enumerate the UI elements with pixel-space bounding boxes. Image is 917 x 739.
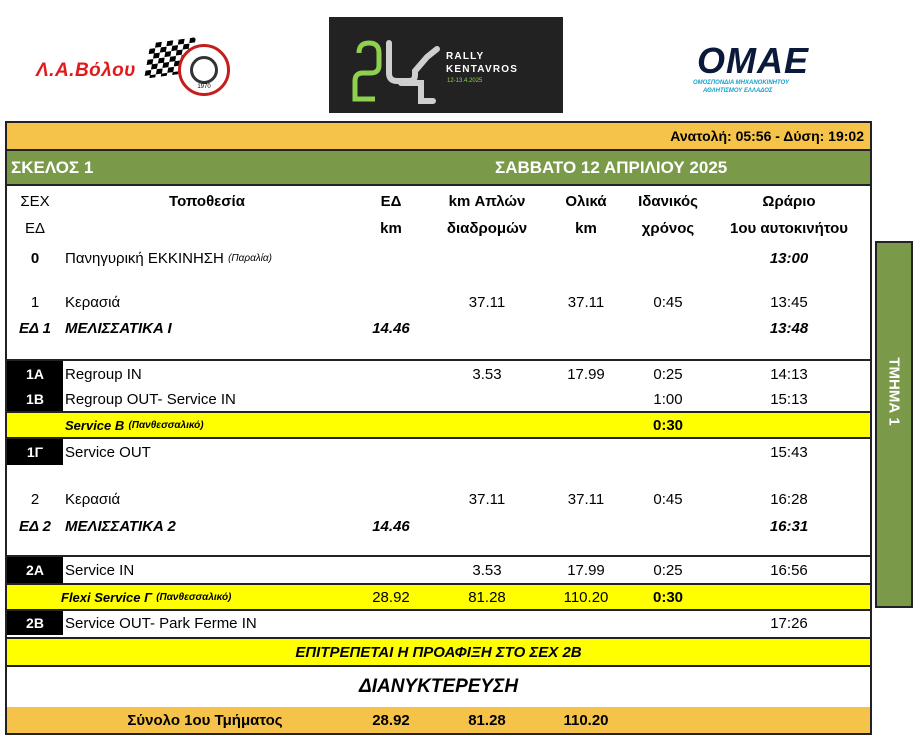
row-kmA: 37.11 [468,490,506,508]
service-name: Flexi Service Γ [61,589,153,605]
row-id: 2 [30,490,40,508]
stage-row [7,513,870,539]
row-id: ΕΔ 1 [18,319,52,337]
row-place: ΜΕΛΙΣΣΑΤΙΚΑ 2 [65,517,176,535]
overnight-row [7,665,870,709]
row-place: Service OUT- Park Ferme IN [65,614,257,632]
row-time: 17:26 [770,614,808,632]
row-place [65,245,272,271]
col-time: Ωράριο [762,193,816,210]
lavolou-logo-text: Λ.Α.Βόλου [36,60,136,81]
col-tot: Ολικά [565,193,607,210]
row-tot: 37.11 [567,490,605,508]
col-time-2: 1ου αυτοκινήτου [729,220,848,237]
row-ideal: 1:00 [653,390,683,408]
row-ed: 28.92 [372,588,410,606]
omae-logo [689,40,819,100]
row-place [61,585,231,609]
rally-kentavros-logo [329,17,563,113]
service-row [7,411,870,439]
col-ed: ΕΔ [380,193,402,210]
service-row [7,583,870,611]
row-place [65,413,204,437]
row-place: Regroup IN [65,365,142,383]
table-row [7,245,870,271]
notice-row [7,637,870,667]
col-sex: ΣΕΧ [20,193,50,210]
row-time: 13:00 [769,249,809,267]
row-ideal: 0:45 [653,490,683,508]
overnight-text: ΔΙΑΝΥΚΤΕΡΕΥΣΗ [358,676,519,697]
leg-title: ΣΚΕΛΟΣ 1 [11,157,94,177]
row-ed: 14.46 [372,319,410,337]
row-time: 14:13 [770,365,808,383]
stage-row [7,315,870,341]
row-tot: 17.99 [567,365,605,383]
lavolou-logo [30,38,211,100]
table-row [7,486,870,512]
row-time: 15:13 [770,390,808,408]
service-note: (Πανθεσσαλικό) [128,419,204,431]
col-place: Τοποθεσία [169,193,245,210]
row-id: 1A [7,361,63,387]
row-time: 16:28 [770,490,808,508]
total-label: Σύνολο 1ου Τμήματος [127,711,283,729]
row-place-note: (Παραλία) [228,252,272,264]
header-row-2 [7,215,870,242]
omae-logo-text: OMAE [697,40,809,81]
row-ed: 14.46 [372,517,410,535]
club-seal-icon [178,44,230,96]
service-name: Service B [65,417,125,433]
total-kmA: 81.28 [468,711,506,729]
section-label: ΤΜΗΜΑ 1 [885,357,903,426]
row-time: 16:56 [770,561,808,579]
header-row-1 [7,188,870,215]
row-place: Κερασιά [65,293,121,311]
row-id: ΕΔ 2 [18,517,52,535]
row-ideal: 0:25 [653,365,683,383]
leg-date: ΣΑΒΒΑΤΟ 12 ΑΠΡΙΛΙΟΥ 2025 [495,157,728,177]
row-tot: 17.99 [567,561,605,579]
row-place: Service IN [65,561,135,579]
row-ideal: 0:30 [652,416,684,434]
col-ideal-2: χρόνος [641,220,695,237]
row-id: 0 [30,249,40,267]
row-tot: 37.11 [567,293,605,311]
service-note: (Πανθεσσαλικό) [156,591,232,603]
sun-times-row [7,123,870,151]
seal-year: 1970 [197,84,211,90]
rally-title: RALLY [446,51,485,62]
total-ed: 28.92 [372,711,410,729]
row-ideal: 0:25 [653,561,683,579]
table-row [7,387,870,411]
rally-subtitle: KENTAVROS [446,64,519,75]
table-row [7,555,870,583]
leg-row [7,151,870,186]
omae-subtitle-2: ΑΘΛΗΤΙΣΜΟΥ ΕΛΛΑΔΟΣ [703,88,773,94]
row-place: Κερασιά [65,490,121,508]
row-id: 1 [30,293,40,311]
row-kmA: 37.11 [468,293,506,311]
col-kmA: km Απλών [448,193,526,210]
row-kmA: 3.53 [472,561,502,579]
itinerary-table [5,121,872,735]
section-side-label [875,241,913,608]
col-tot-2: km [575,220,597,237]
row-tot: 110.20 [563,588,609,606]
total-tot: 110.20 [563,711,609,729]
row-time: 16:31 [769,517,809,535]
table-row [7,611,870,635]
row-ideal: 0:45 [653,293,683,311]
col-kmA-2: διαδρομών [446,220,528,237]
table-row [7,359,870,387]
row-time: 15:43 [770,443,808,461]
row-place: ΜΕΛΙΣΣΑΤΙΚΑ Ι [65,319,172,337]
row-ideal: 0:30 [652,588,684,606]
row-time: 13:45 [770,293,808,311]
row-place-text: Πανηγυρική ΕΚΚΙΝΗΣΗ [65,249,224,267]
row-place: Service OUT [65,443,151,461]
row-time: 13:48 [769,319,809,337]
row-place: Regroup OUT- Service IN [65,390,236,408]
col-sex-2: ΕΔ [24,220,46,237]
row-kmA: 81.28 [468,588,506,606]
table-row [7,289,870,315]
row-id: 2A [7,557,63,583]
col-ideal: Ιδανικός [638,193,698,210]
row-id: 1B [7,387,63,411]
rally-dates: 12-13.4.2025 [447,78,483,84]
row-id: 1Γ [7,439,63,465]
sun-times: Ανατολή: 05:56 - Δύση: 19:02 [670,128,864,144]
row-kmA: 3.53 [472,365,502,383]
total-row [7,707,870,733]
table-row [7,439,870,465]
omae-subtitle-1: ΟΜΟΣΠΟΝΔΙΑ ΜΗΧΑΝΟΚΙΝΗΤΟΥ [693,80,789,86]
col-ed-2: km [380,220,402,237]
notice-text: ΕΠΙΤΡΕΠΕΤΑΙ Η ΠΡΟΑΦΙΞΗ ΣΤΟ ΣΕΧ 2B [295,643,582,661]
row-id: 2B [7,611,63,635]
